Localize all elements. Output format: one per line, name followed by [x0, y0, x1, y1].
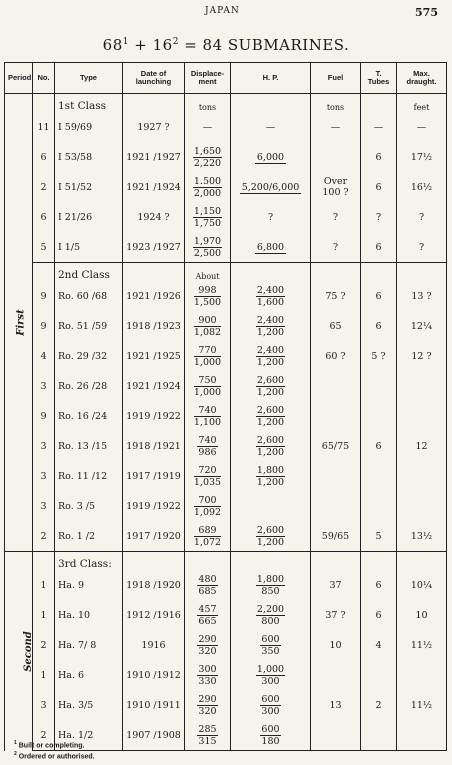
table-row — [5, 521, 447, 552]
period-label: Second — [22, 630, 34, 672]
displacement-cell — [185, 690, 231, 720]
fraction: $\frac{300}{330}$ — [198, 663, 217, 687]
hp-cell — [231, 630, 311, 660]
count-cell: 3 — [33, 371, 55, 401]
table-row — [5, 491, 447, 521]
table-row — [5, 172, 447, 202]
date-cell: 1917 /1919 — [123, 461, 185, 491]
date-cell: 1921 /1924 — [123, 371, 185, 401]
type-cell: Ro. 13 /15 — [55, 431, 123, 461]
draught-cell: 16½ — [397, 172, 447, 202]
class-label: 1st Class — [55, 94, 123, 113]
fuel-cell — [311, 660, 361, 690]
table-row — [5, 311, 447, 341]
date-cell: 1907 /1908 — [123, 720, 185, 751]
fraction: $\frac{689}{1,072}$ — [193, 524, 222, 548]
tubes-cell: 4 — [361, 630, 397, 660]
count-cell: 1 — [33, 570, 55, 600]
title-part: + 16 — [128, 36, 173, 54]
tubes-cell: 5 ? — [361, 341, 397, 371]
type-cell: I 51/52 — [55, 172, 123, 202]
date-cell: 1923 /1927 — [123, 232, 185, 263]
date-cell: 1924 ? — [123, 202, 185, 232]
date-cell: 1918 /1923 — [123, 311, 185, 341]
displacement-cell — [185, 660, 231, 690]
table-row — [5, 690, 447, 720]
type-cell: Ha. 7/ 8 — [55, 630, 123, 660]
displacement-cell — [185, 281, 231, 311]
cell — [231, 552, 311, 571]
displacement-cell — [185, 341, 231, 371]
displacement-cell — [185, 172, 231, 202]
cell — [123, 94, 185, 113]
draught-cell: 12 ? — [397, 341, 447, 371]
type-cell: Ha. 3/5 — [55, 690, 123, 720]
draught-cell: 11½ — [397, 630, 447, 660]
page-number: 575 — [415, 6, 438, 19]
tubes-cell: 6 — [361, 142, 397, 172]
fraction: $\frac{2,600}{1,200}$ — [256, 404, 285, 428]
displacement-cell — [185, 600, 231, 630]
fraction: $\frac{740}{1,100}$ — [193, 404, 222, 428]
fraction: $\frac{480}{685}$ — [198, 573, 217, 597]
count-cell: 3 — [33, 690, 55, 720]
fuel-cell: 65/75 — [311, 431, 361, 461]
count-cell: 3 — [33, 461, 55, 491]
fraction: $\frac{700}{1,092}$ — [193, 494, 222, 518]
cell — [231, 94, 311, 113]
type-cell: Ro. 16 /24 — [55, 401, 123, 431]
date-cell: 1918 /1921 — [123, 431, 185, 461]
displacement-cell — [185, 232, 231, 263]
type-cell: Ro. 26 /28 — [55, 371, 123, 401]
tubes-cell: 6 — [361, 172, 397, 202]
draught-cell — [397, 660, 447, 690]
fraction: $\frac{1.500}{2,000}$ — [193, 175, 222, 199]
type-cell: I 53/58 — [55, 142, 123, 172]
class-row — [5, 94, 447, 113]
draught-cell — [397, 401, 447, 431]
fraction: $\frac{1,800}{1,200}$ — [256, 464, 285, 488]
count-cell: 3 — [33, 491, 55, 521]
hp-cell: — — [231, 112, 311, 142]
hp-cell — [231, 431, 311, 461]
fuel-cell: 59/65 — [311, 521, 361, 552]
fuel-cell — [311, 371, 361, 401]
date-cell: 1919 /1922 — [123, 491, 185, 521]
displacement-cell — [185, 630, 231, 660]
date-cell: 1910 /1911 — [123, 690, 185, 720]
fuel-cell: 65 — [311, 311, 361, 341]
hp-cell — [231, 521, 311, 552]
fuel-cell — [311, 142, 361, 172]
displacement-cell — [185, 311, 231, 341]
date-cell: 1910 /1912 — [123, 660, 185, 690]
type-cell: I 21/26 — [55, 202, 123, 232]
displacement-cell — [185, 491, 231, 521]
tubes-cell: 6 — [361, 431, 397, 461]
displacement-cell — [185, 521, 231, 552]
count-cell: 1 — [33, 660, 55, 690]
fraction: $\frac{285}{315}$ — [198, 723, 217, 747]
displacement-cell — [185, 142, 231, 172]
fraction: $\frac{600}{180}$ — [261, 723, 280, 747]
fuel-cell: 37 ? — [311, 600, 361, 630]
hp-cell — [231, 401, 311, 431]
displacement-cell — [185, 461, 231, 491]
fuel-cell: 13 — [311, 690, 361, 720]
fraction: $\frac{600}{300}$ — [261, 693, 280, 717]
draught-cell — [397, 491, 447, 521]
tubes-cell: 6 — [361, 232, 397, 263]
col-header: Displace-ment — [185, 63, 231, 94]
fraction: $\frac{1,150}{1,750}$ — [193, 205, 222, 229]
fraction: $\frac{2,200}{800}$ — [256, 603, 285, 627]
class-row — [5, 263, 447, 282]
col-header: Date of launching — [123, 63, 185, 94]
count-cell: 9 — [33, 311, 55, 341]
type-cell: Ha. 9 — [55, 570, 123, 600]
fraction: $\frac{750}{1,000}$ — [193, 374, 222, 398]
draught-cell: ? — [397, 202, 447, 232]
period-label: First — [15, 309, 27, 336]
draught-cell — [397, 371, 447, 401]
table-row — [5, 570, 447, 600]
cell — [361, 263, 397, 282]
header-row — [5, 63, 447, 94]
fuel-cell: — — [311, 112, 361, 142]
cell — [123, 552, 185, 571]
hp-cell: 5,200/6,000 — [231, 172, 311, 202]
footnote: $^2$ Ordered or authorised. — [14, 751, 95, 761]
units-cell — [397, 263, 447, 282]
tubes-cell: ? — [361, 202, 397, 232]
fuel-cell — [311, 461, 361, 491]
draught-cell: ? — [397, 232, 447, 263]
fraction: $\frac{770}{1,000}$ — [193, 344, 222, 368]
cell — [33, 552, 55, 571]
table-row — [5, 461, 447, 491]
table-row — [5, 371, 447, 401]
col-header: Max. draught. — [397, 63, 447, 94]
units-cell: tons — [311, 94, 361, 113]
fuel-cell — [311, 401, 361, 431]
tubes-cell: — — [361, 112, 397, 142]
count-cell: 5 — [33, 232, 55, 263]
tubes-cell — [361, 461, 397, 491]
col-header: H. P. — [231, 63, 311, 94]
units-cell — [185, 552, 231, 571]
units-cell: feet — [397, 94, 447, 113]
date-cell: 1921 /1926 — [123, 281, 185, 311]
col-header: Fuel — [311, 63, 361, 94]
fraction: $\frac{900}{1,082}$ — [193, 314, 222, 338]
draught-cell: 12¼ — [397, 311, 447, 341]
title-part: = 84 SUBMARINES. — [178, 36, 350, 54]
type-cell: Ha. 10 — [55, 600, 123, 630]
hp-cell — [231, 570, 311, 600]
table-row — [5, 202, 447, 232]
table-row — [5, 341, 447, 371]
fraction: $\frac{2,400}{1,200}$ — [256, 344, 285, 368]
col-header: No. — [33, 63, 55, 94]
fuel-cell: ? — [311, 202, 361, 232]
draught-cell: — — [397, 112, 447, 142]
count-cell: 6 — [33, 202, 55, 232]
fraction: $\frac{1,650}{2,220}$ — [193, 145, 222, 169]
fuel-cell — [311, 720, 361, 751]
draught-cell: 13½ — [397, 521, 447, 552]
fraction: $\frac{1,970}{2,500}$ — [193, 235, 222, 259]
fuel-cell: 75 ? — [311, 281, 361, 311]
hp-cell — [231, 281, 311, 311]
table-row — [5, 630, 447, 660]
hp-cell — [231, 491, 311, 521]
displacement-cell — [185, 570, 231, 600]
draught-cell: 10¼ — [397, 570, 447, 600]
fuel-cell: Over 100 ? — [311, 172, 361, 202]
hp-cell: 6,000 — [231, 142, 311, 172]
tubes-cell: 6 — [361, 311, 397, 341]
tubes-cell — [361, 371, 397, 401]
hp-cell — [231, 600, 311, 630]
displacement-cell — [185, 401, 231, 431]
type-cell: Ro. 51 /59 — [55, 311, 123, 341]
class-row — [5, 552, 447, 571]
date-cell: 1927 ? — [123, 112, 185, 142]
class-label: 3rd Class: — [55, 552, 123, 571]
fuel-cell: ? — [311, 232, 361, 263]
cell — [123, 263, 185, 282]
table-row — [5, 660, 447, 690]
hp-cell: 6,800 — [231, 232, 311, 263]
fraction: $\frac{2,400}{1,600}$ — [256, 284, 285, 308]
type-cell: Ha. 1/2 — [55, 720, 123, 751]
fraction: $\frac{2,600}{1,200}$ — [256, 374, 285, 398]
table-row — [5, 401, 447, 431]
date-cell: 1921 /1927 — [123, 142, 185, 172]
draught-cell: 10 — [397, 600, 447, 630]
hp-cell — [231, 690, 311, 720]
displacement-cell — [185, 431, 231, 461]
draught-cell — [397, 720, 447, 751]
tubes-cell: 2 — [361, 690, 397, 720]
fraction: $\frac{2,600}{1,200}$ — [256, 434, 285, 458]
cell — [361, 94, 397, 113]
chapter-title: JAPAN — [205, 6, 240, 16]
count-cell: 4 — [33, 341, 55, 371]
col-header: Type — [55, 63, 123, 94]
type-cell: Ro. 1 /2 — [55, 521, 123, 552]
period-cell — [5, 552, 33, 751]
displacement-cell — [185, 720, 231, 751]
tubes-cell — [361, 401, 397, 431]
hp-cell: ? — [231, 202, 311, 232]
fraction: $\frac{2,400}{1,200}$ — [256, 314, 285, 338]
table-row — [5, 431, 447, 461]
date-cell: 1912 /1916 — [123, 600, 185, 630]
hp-cell — [231, 461, 311, 491]
table-row — [5, 600, 447, 630]
fraction: $\frac{2,600}{1,200}$ — [256, 524, 285, 548]
col-header: Period — [5, 63, 33, 94]
fraction: $\frac{720}{1,035}$ — [193, 464, 222, 488]
tubes-cell — [361, 660, 397, 690]
fraction: $\frac{1,000}{300}$ — [256, 663, 285, 687]
tubes-cell: 6 — [361, 570, 397, 600]
footnote: $^1$ Built or completing. — [14, 740, 85, 750]
tubes-cell: 5 — [361, 521, 397, 552]
hp-cell — [231, 660, 311, 690]
title-sup: 1 — [122, 37, 129, 47]
count-cell: 2 — [33, 521, 55, 552]
fuel-cell: 60 ? — [311, 341, 361, 371]
table-body — [5, 94, 447, 751]
fraction: $\frac{290}{320}$ — [198, 693, 217, 717]
table-title — [0, 36, 452, 54]
footnotes — [14, 739, 95, 762]
title-part: 68 — [102, 36, 123, 54]
fuel-cell — [311, 491, 361, 521]
count-cell: 2 — [33, 630, 55, 660]
type-cell: Ha. 6 — [55, 660, 123, 690]
draught-cell — [397, 461, 447, 491]
fraction: $\frac{740}{986}$ — [198, 434, 217, 458]
type-cell: I 1/5 — [55, 232, 123, 263]
hp-cell — [231, 720, 311, 751]
submarines-table — [4, 62, 447, 751]
fraction: $\frac{1,800}{850}$ — [256, 573, 285, 597]
tubes-cell: 6 — [361, 600, 397, 630]
units-cell: tons — [185, 94, 231, 113]
count-cell: 6 — [33, 142, 55, 172]
type-cell: Ro. 60 /68 — [55, 281, 123, 311]
date-cell: 1921 /1924 — [123, 172, 185, 202]
count-cell: 9 — [33, 281, 55, 311]
units-cell — [397, 552, 447, 571]
table-row — [5, 232, 447, 263]
displacement-cell — [185, 371, 231, 401]
type-cell: Ro. 3 /5 — [55, 491, 123, 521]
cell — [33, 263, 55, 282]
class-label: 2nd Class — [55, 263, 123, 282]
fraction: $\frac{457}{665}$ — [198, 603, 217, 627]
count-cell: 11 — [33, 112, 55, 142]
draught-cell: 12 — [397, 431, 447, 461]
fraction: $\frac{998}{1,500}$ — [193, 284, 222, 308]
units-cell: About — [185, 263, 231, 282]
hp-cell — [231, 371, 311, 401]
count-cell: 9 — [33, 401, 55, 431]
period-cell — [5, 94, 33, 552]
table-row — [5, 142, 447, 172]
type-cell: I 59/69 — [55, 112, 123, 142]
type-cell: Ro. 11 /12 — [55, 461, 123, 491]
date-cell: 1916 — [123, 630, 185, 660]
cell — [33, 94, 55, 113]
draught-cell: 11½ — [397, 690, 447, 720]
date-cell: 1917 /1920 — [123, 521, 185, 552]
date-cell: 1919 /1922 — [123, 401, 185, 431]
running-head — [0, 6, 452, 20]
fraction: $\frac{290}{320}$ — [198, 633, 217, 657]
hp-cell — [231, 341, 311, 371]
cell — [361, 552, 397, 571]
tubes-cell — [361, 491, 397, 521]
displacement-cell: — — [185, 112, 231, 142]
fuel-cell: 10 — [311, 630, 361, 660]
col-header: T. Tubes — [361, 63, 397, 94]
count-cell: 1 — [33, 600, 55, 630]
displacement-cell — [185, 202, 231, 232]
count-cell: 2 — [33, 172, 55, 202]
draught-cell: 13 ? — [397, 281, 447, 311]
tubes-cell: 6 — [361, 281, 397, 311]
cell — [231, 263, 311, 282]
count-cell: 3 — [33, 431, 55, 461]
date-cell: 1918 /1920 — [123, 570, 185, 600]
fuel-cell: 37 — [311, 570, 361, 600]
units-cell — [311, 552, 361, 571]
table-row — [5, 281, 447, 311]
count-cell: 2 — [33, 720, 55, 751]
table-row — [5, 112, 447, 142]
title-sup: 2 — [172, 37, 179, 47]
hp-cell — [231, 311, 311, 341]
type-cell: Ro. 29 /32 — [55, 341, 123, 371]
units-cell — [311, 263, 361, 282]
fraction: $\frac{600}{350}$ — [261, 633, 280, 657]
date-cell: 1921 /1925 — [123, 341, 185, 371]
tubes-cell — [361, 720, 397, 751]
draught-cell: 17½ — [397, 142, 447, 172]
